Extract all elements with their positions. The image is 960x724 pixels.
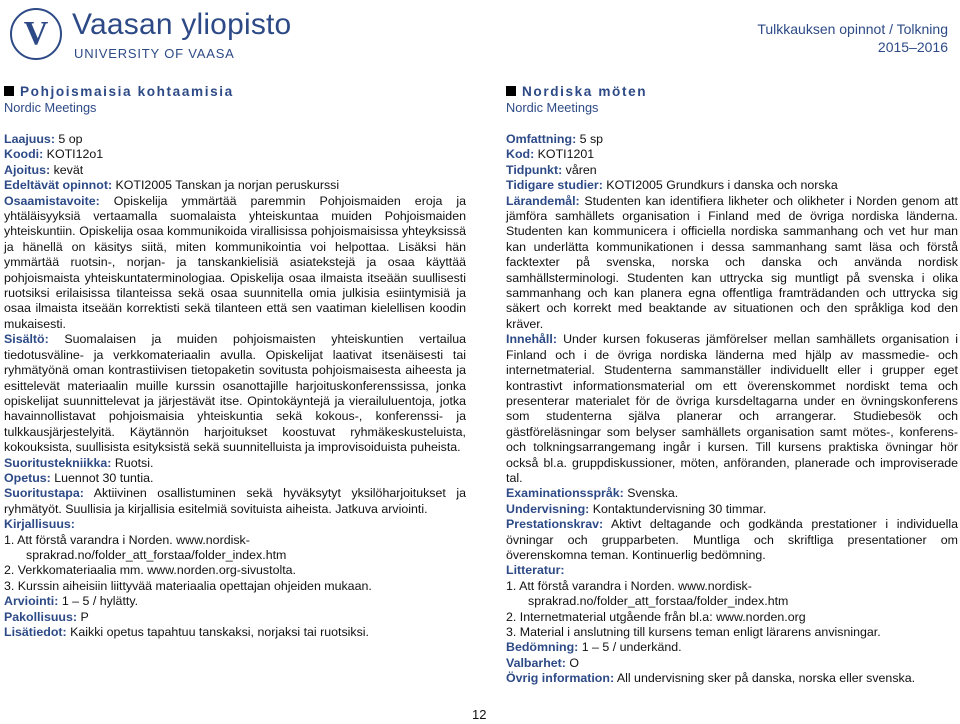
course-title: Pohjoismaisia kohtaamisia	[4, 84, 466, 100]
logo-subtitle: UNIVERSITY OF VAASA	[74, 46, 235, 61]
page-number: 12	[472, 707, 487, 722]
literature-item: 3. Kurssin aiheisiin liittyvää materiaalia opettajan ohjeiden mukaan.	[4, 578, 372, 593]
koodi-row: Koodi: KOTI12o1	[4, 147, 104, 162]
literature-list	[506, 579, 958, 641]
suoritustapa-paragraph: Suoritustapa: Aktiivinen osallistuminen sekä hyväksytyt yksilöharjoitukset ja ryhmätyöt. Suullisia ja kirjallisia esitelmiä sovituista aiheista. Jatkuva arviointi.	[4, 486, 466, 516]
course-subtitle: Nordic Meetings	[506, 100, 599, 115]
larandemal-paragraph: Lärandemål: Studenten kan identifiera likheter och olikheter i Norden genom att jämföra samhällets organisation i Finland med de övriga nordiska länderna. Studenten kan kommunicera i officiella nordiska sammanhang och vet hur man kan underlätta kommunikationen i dessa sammanhang samt läsa och förstå facktexter på svenska, norska och danska och använda nordisk samhällsterminologi. Studenten kan uttrycka sig muntligt på svenska i olika sammanhang och kan planera egna offentliga framträdanden och uttrycka sig säkert och korrekt med beaktande av situationen och den språkliga kod den kräver.	[506, 193, 958, 331]
opetus-row: Opetus: Luennot 30 tuntia.	[4, 470, 154, 485]
kod-row: Kod: KOTI1201	[506, 147, 595, 162]
literature-item: 3. Material i anslutning till kursens teman enligt lärarens anvisningar.	[506, 625, 881, 639]
literature-item: 2. Verkkomateriaalia mm. www.norden.org-sivustolta.	[4, 563, 296, 578]
pakollisuus-row: Pakollisuus: P	[4, 609, 89, 624]
course-swedish	[506, 84, 958, 687]
tidpunkt-row: Tidpunkt: våren	[506, 162, 597, 177]
tidigare-row: Tidigare studier: KOTI2005 Grundkurs i danska och norska	[506, 178, 838, 193]
osaamistavoite-paragraph: Osaamistavoite: Opiskelija ymmärtää paremmin Pohjoismaiden eroja ja yhtäläisyyksiä vertaamalla suomalaista yhteiskuntaa muiden Pohjoismaiden yhteiskuntiin. Opiskelija osaa kommunikoida virallisissa pohjoismaisissa yhteyksissä ja hänellä on käsitys siitä, miten kommunikointia voi helpottaa. Lisäksi hän ymmärtää ruotsin-, norjan- ja tanskankielisiä asiatekstejä ja osaa käyttää pohjoismaista yhteiskuntaterminologiaa. Opiskelija osaa ilmaista itseään suullisesti ruotsiksi erilaisissa tilanteissa sekä osaa suunnitella omia julkisia esiintymisiä ja osaa ilmaista itseään korrektisti sekä tilanteen että sen vaatiman kielellisen koodin mukaisesti.	[4, 193, 466, 331]
edeltavat-row: Edeltävät opinnot: KOTI2005 Tanskan ja norjan peruskurssi	[4, 178, 340, 193]
undervisning-row: Undervisning: Kontaktundervisning 30 timmar.	[506, 501, 767, 516]
page-header	[0, 0, 960, 66]
innehall-paragraph: Innehåll: Under kursen fokuseras jämförelser mellan samhällets organisation i Finland och i de övriga nordiska länderna med hjälp av massmedie- och internetmaterial. Studenterna sammanställer individuellt eller i grupper eget kontrastivt informationsmaterial om ett överenskommet nordiskt tema och presenterar materialet för de övriga kursdeltagarna under en övningskonferens som studenterna själva planerar och arrangerar. Studiebesök och gästföreläsningar som belyser samhällets organisation samt mötes-, konferens- och tolkningsarrangemang ingår i kursen. Till kursens praktiska övningar hör också bl.a. gruppdiskussioner, möten, anföranden, planerade och improviserade tal.	[506, 332, 958, 485]
course-subtitle: Nordic Meetings	[4, 100, 97, 115]
literature-item: 1. Att förstå varandra i Norden. www.nordisk-sprakrad.no/folder_att_forstaa/folder_index.htm	[506, 578, 789, 609]
university-logo	[10, 8, 300, 62]
ajoitus-row: Ajoitus: kevät	[4, 162, 84, 177]
litteratur-heading: Litteratur:	[506, 563, 565, 578]
suoritustekniikka-row: Suoritustekniikka: Ruotsi.	[4, 455, 154, 470]
lisatiedot-row: Lisätiedot: Kaikki opetus tapahtuu tanskaksi, norjaksi tai ruotsiksi.	[4, 625, 369, 639]
header-program: Tulkkauksen opinnot / Tolkning	[757, 21, 948, 37]
literature-item: 2. Internetmaterial utgående från bl.a: www.norden.org	[506, 609, 806, 624]
square-bullet-icon	[4, 86, 14, 96]
literature-item: 1. Att förstå varandra i Norden. www.nordisk-sprakrad.no/folder_att_forstaa/folder_index.htm	[4, 532, 287, 562]
omfattning-row: Omfattning: 5 sp	[506, 132, 604, 146]
arviointi-row: Arviointi: 1 – 5 / hylätty.	[4, 594, 139, 609]
course-finnish	[4, 84, 466, 640]
sisalto-paragraph: Sisältö: Suomalaisen ja muiden pohjoismaisten yhteiskuntien vertailua tiedotusväline- ja verkkomateriaalin avulla. Opiskelijat laativat itsenäisesti tai ryhmätyönä oman kontrastiivisen tietopaketin sovitusta pohjoismaisesta aiheesta ja esittelevät materiaalin muille kurssin osanottajille harjoituskonferenssissa, jonka opiskelijat suunnittelevat ja järjestävät itse. Opintokäyntejä ja vierailuluentoja, jotka havainnollistavat pohjoismaisia yhteiskuntia sekä kokous-, konferenssi- ja tulkkausjärjestelyitä. Käytännön harjoitukset koostuvat ryhmäkeskusteluista, kokouksista, suullisista esityksistä sekä suunnitelluista ja improvisoiduista puheista.	[4, 332, 466, 455]
logo-name: Vaasan yliopisto	[72, 8, 292, 41]
prestationskrav-paragraph: Prestationskrav: Aktivt deltagande och godkända prestationer i individuella övningar och grupparbeten. Muntliga och skriftliga presentationer om överenskomna teman. Kontinuerlig bedömning.	[506, 517, 958, 562]
valbarhet-row: Valbarhet: O	[506, 655, 580, 670]
university-emblem-icon: V	[10, 8, 62, 60]
course-title: Nordiska möten	[506, 84, 958, 100]
laajuus-row: Laajuus: 5 op	[4, 132, 83, 146]
square-bullet-icon	[506, 86, 516, 96]
literature-list	[4, 533, 466, 595]
header-right	[757, 20, 948, 56]
header-year: 2015–2016	[877, 39, 948, 55]
kirjallisuus-heading: Kirjallisuus:	[4, 517, 75, 532]
ovrig-row: Övrig information: All undervisning sker på danska, norska eller svenska.	[506, 671, 916, 686]
bedomning-row: Bedömning: 1 – 5 / underkänd.	[506, 640, 682, 655]
examinationssprak-row: Examinationsspråk: Svenska.	[506, 486, 679, 501]
